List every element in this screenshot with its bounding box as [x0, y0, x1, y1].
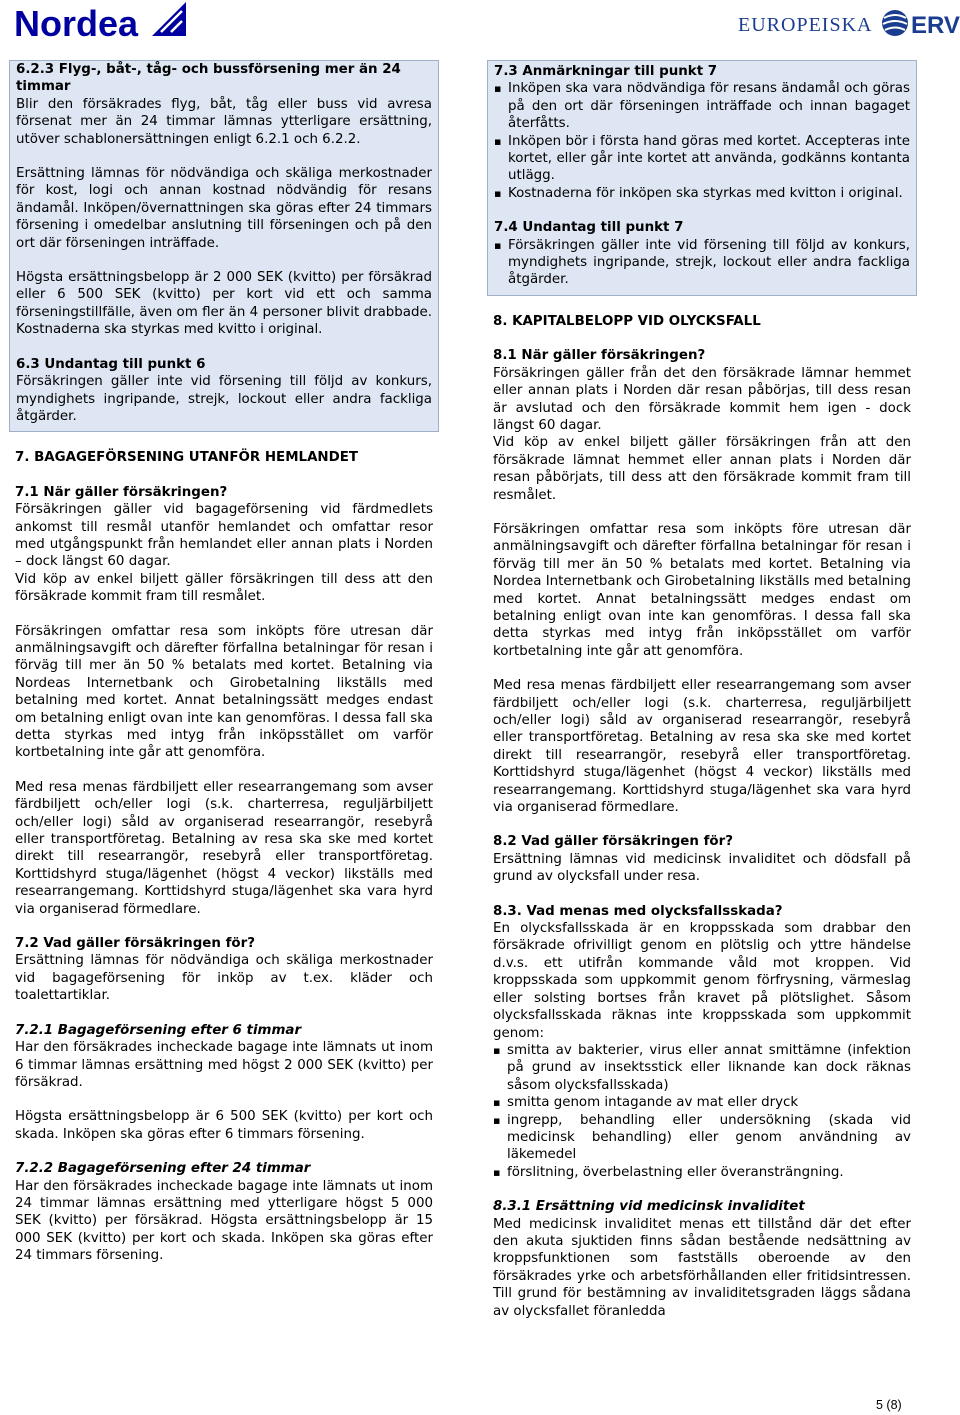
- paragraph: Försäkringen gäller inte vid försening till följd av konkurs, myndighets ingripande, strejk, lockout eller andra fackliga åtgärder.: [16, 374, 432, 424]
- paragraph: Ersättning lämnas för nödvändiga och skäliga merkostnader vid bagageförsening för inköp av t.ex. kläder och toalettartiklar.: [15, 953, 433, 1004]
- nordea-logo: [14, 2, 184, 42]
- paragraph: Blir den försäkrades flyg, båt, tåg eller buss vid avresa försenat mer än 24 timmar lämnas ytterligare ersättning, utöver schablonersättningen enligt 6.2.1 och 6.2.2.: [16, 96, 432, 147]
- erv-logo-text: EUROPEISKA: [738, 14, 873, 36]
- paragraph: Med resa menas färdbiljett eller researrangemang som avser färdbiljett och/eller logi (s.k. charterresa, reguljärbiljett och/eller logi) såld av organiserad researrangör, resebyrå eller transportföretag. Betalning av resa ska ske med kortet direkt till researrangör, resebyrå eller transportföretag. Korttidshyrd stuga/lägenhet (högst 4 veckor) likställs med researrangemang. Korttidshyrd stuga/lägenhet ska vara hyrd via organiserad förmedlare.: [493, 678, 911, 816]
- heading-6-3: 6.3 Undantag till punkt 6: [16, 356, 206, 372]
- heading-8-3-1: 8.3.1 Ersättning vid medicinsk invaliditet: [493, 1199, 805, 1215]
- list-item: ▪ Inköpen bör i första hand göras med kortet. Accepteras inte kortet, eller går inte kortet att använda, godkänns kontanta utlägg.: [494, 133, 910, 185]
- heading-7-2-2: 7.2.2 Bagageförsening efter 24 timmar: [15, 1161, 311, 1177]
- heading-7-3: 7.3 Anmärkningar till punkt 7: [494, 64, 718, 79]
- heading-6-2-3: 6.2.3 Flyg-, båt-, tåg- och bussförsening mer än 24 timmar: [16, 62, 401, 95]
- paragraph: Med medicinsk invaliditet menas ett tillstånd där det efter den akuta sjuktiden finns sådan bestående nedsättning av kroppsfunktionen som fastställs oberoende av den försäkrades yrke och arbetsförhållanden eller fritidsintressen. Till grund för bestämning av invaliditetsgraden läggs sådana av olycksfallet föranledda: [493, 1216, 911, 1319]
- paragraph: Försäkringen gäller från det den försäkrade lämnar hemmet eller annan plats i Norden där resan påbörjas, till dess resan är avslutad och den försäkrade kommit hem igen - dock längst 60 dagar.: [493, 365, 911, 433]
- list-item: ▪ förslitning, överbelastning eller överansträngning.: [493, 1164, 911, 1181]
- section-7-3-box: [487, 60, 917, 296]
- paragraph: Vid köp av enkel biljett gäller försäkringen från att den försäkrade lämnat hemmet eller annan plats i Norden där resan påbörjats, till dess att den försäkrade kommit fram till resmålet.: [493, 435, 911, 503]
- heading-7-2: 7.2 Vad gäller försäkringen för?: [15, 936, 255, 952]
- paragraph: Vid köp av enkel biljett gäller försäkringen till dess att den försäkrade kommit fram till resmålet.: [15, 571, 433, 605]
- list-item: ▪ Inköpen ska vara nödvändiga för resans ändamål och göras på den ort där förseningen inträffade och innan bagaget återfåtts.: [494, 80, 910, 132]
- paragraph: En olycksfallsskada är en kroppsskada som drabbar den försäkrade ofrivilligt genom en plötslig och yttre händelse d.v.s. ett utifrån kommande våld mot kroppen. Vid kroppsskada som uppkommit genom förfrysning, värmeslag eller solsting bortses från kravet på plötslighet. Såsom olycksfallsskada räknas inte kroppsskada som uppkommit genom:: [493, 921, 911, 1041]
- paragraph: Har den försäkrades incheckade bagage inte lämnats ut inom 24 timmar lämnas ersättning med ytterligare högst 5 000 SEK (kvitto) per försäkrad. Högsta ersättningsbelopp är 15 000 SEK (kvitto) per kort och skada. Inköpen ska göras efter 24 timmars försening.: [15, 1178, 433, 1264]
- section-7-title: 7. BAGAGEFÖRSENING UTANFÖR HEMLANDET: [15, 450, 359, 466]
- paragraph: Ersättning lämnas vid medicinsk invaliditet och dödsfall på grund av olycksfall under resa.: [493, 851, 911, 885]
- list-item: ▪ Kostnaderna för inköpen ska styrkas med kvitton i original.: [494, 185, 910, 202]
- list-7-4: [494, 237, 910, 289]
- paragraph: Har den försäkrades incheckade bagage inte lämnats ut inom 6 timmar lämnas ersättning med högst 2 000 SEK (kvitto) per försäkrad.: [15, 1040, 433, 1090]
- erv-logo: [738, 6, 960, 40]
- paragraph: Försäkringen omfattar resa som inköpts före utresan där anmälningsavgift och därefter förfallna betalningar för resan i förväg till mer än 50 % betalats med kortet. Betalning via Nordeas Internetbank och Girobetalning likställs med betalning med kortet. Annat betalningssätt medges endast om betalning enligt ovan inte kan genomföras. I dessa fall ska detta styrkas med intyg från inköpsstället om varför kortbetalning inte går att genomföra.: [15, 623, 433, 761]
- erv-logo-mark: ERV: [911, 12, 960, 39]
- list-item: ▪ smitta av bakterier, virus eller annat smittämne (infektion på grund av insektsstick eller liknande kan dock räknas såsom olycksfallsskada): [493, 1042, 911, 1094]
- paragraph: Högsta ersättningsbelopp är 2 000 SEK (kvitto) per försäkrad eller 6 500 SEK (kvitto) per kort vid ett och samma förseningstillfälle, även om fler än 4 personer blivit drabbade. Kostnaderna ska styrkas med kvitto i original.: [16, 270, 432, 338]
- nordea-sail-icon: [152, 2, 186, 36]
- section-8-title: 8. KAPITALBELOPP VID OLYCKSFALL: [493, 313, 761, 329]
- section-6-2-3-box: [9, 60, 439, 432]
- heading-8-2: 8.2 Vad gäller försäkringen för?: [493, 834, 733, 850]
- page-number: 5 (8): [876, 1398, 902, 1412]
- heading-8-3: 8.3. Vad menas med olycksfallsskada?: [493, 903, 783, 919]
- right-column: [493, 60, 911, 1337]
- heading-7-4: 7.4 Undantag till punkt 7: [494, 220, 684, 236]
- paragraph: Ersättning lämnas för nödvändiga och skäliga merkostnader för kost, logi och annan kostnad nödvändig för resans ändamål. Inköpen/övernattningen ska göras efter 24 timmars försening i omedelbar anslutning till förseningen och på den ort där förseningen inträffade.: [16, 166, 432, 251]
- list-8-3: [493, 1042, 911, 1181]
- erv-globe-icon: [882, 10, 908, 36]
- list-7-3: [494, 80, 910, 202]
- list-item: ▪ Försäkringen gäller inte vid försening till följd av konkurs, myndighets ingripande, strejk, lockout eller andra fackliga åtgärder.: [494, 237, 910, 289]
- paragraph: Högsta ersättningsbelopp är 6 500 SEK (kvitto) per kort och skada. Inköpen ska göras efter 6 timmars försening.: [15, 1109, 433, 1142]
- heading-7-2-1: 7.2.1 Bagageförsening efter 6 timmar: [15, 1022, 302, 1038]
- paragraph: Försäkringen gäller vid bagageförsening vid färdmedlets ankomst till resmål utanför hemlandet och omfattar resor med utgångspunkt från hemlandet eller annan plats i Norden – dock längst 60 dagar.: [15, 502, 433, 570]
- left-column: [15, 60, 433, 1282]
- paragraph: Försäkringen omfattar resa som inköpts före utresan där anmälningsavgift och därefter förfallna betalningar för resan i förväg till mer än 50 % betalats med kortet. Betalning via Nordea Internetbank och Girobetalning likställs med betalning med kortet. Annat betalningssätt medges endast om betalning enligt ovan inte kan genomföras. I dessa fall ska detta styrkas med intyg från inköpsstället om varför kortbetalning inte går att genomföra.: [493, 521, 911, 659]
- list-item: ▪ ingrepp, behandling eller undersökning (skada vid medicinsk behandling) eller genom användning av läkemedel: [493, 1112, 911, 1164]
- heading-7-1: 7.1 När gäller försäkringen?: [15, 484, 228, 500]
- paragraph: Med resa menas färdbiljett eller researrangemang som avser färdbiljett och/eller logi (s.k. charterresa, reguljärbiljett och/eller logi) såld av organiserad researrangör, resebyrå eller transportföretag. Betalning av resa ska ske med kortet direkt till researrangör, resebyrå eller transportföretag. Korttidshyrd stuga/lägenhet (högst 4 veckor) likställs med researrangemang. Korttidshyrd stuga/lägenhet ska vara hyrd via organiserad förmedlare.: [15, 779, 433, 917]
- heading-8-1: 8.1 När gäller försäkringen?: [493, 348, 706, 364]
- list-item: ▪ smitta genom intagande av mat eller dryck: [493, 1094, 911, 1111]
- nordea-logo-text: Nordea: [14, 3, 139, 44]
